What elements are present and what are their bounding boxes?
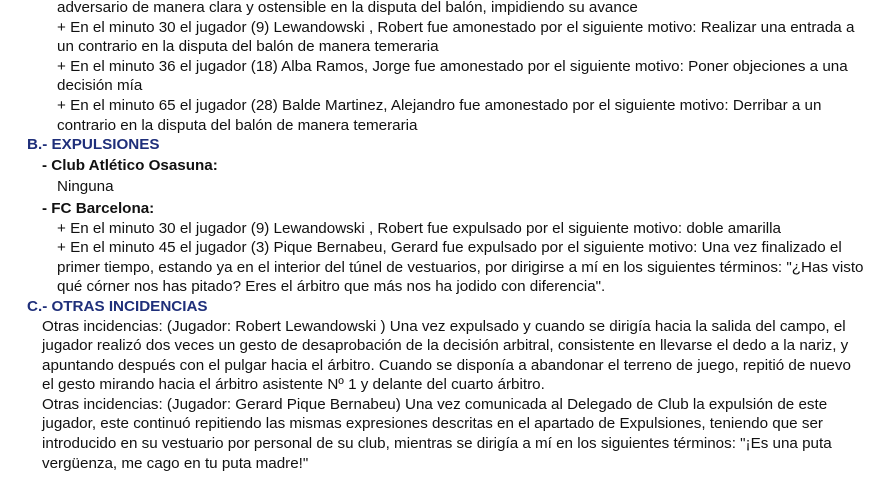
caution-item: + En el minuto 30 el jugador (9) Lewandowski , Robert fue amonestado por el siguiente motivo: Realizar una entrada a un contrario en la disputa del balón de manera temeraria — [57, 18, 855, 56]
caution-item-continuation: adversario de manera clara y ostensible en la disputa del balón, impidiendo su avance — [57, 0, 638, 16]
expulsion-item: + En el minuto 30 el jugador (9) Lewandowski , Robert fue expulsado por el siguiente motivo: doble amarilla — [57, 219, 781, 237]
club-heading-barcelona: - FC Barcelona: — [42, 199, 155, 217]
no-expulsions-text: Ninguna — [57, 178, 114, 196]
incident-paragraph: Otras incidencias: (Jugador: Gerard Pique Bernabeu) Una vez comunicada al Delegado de Club la expulsión de este jugador, este continuó repitiendo las mismas expresiones descritas en el apartado de Expulsiones, teniendo que ser introducido en su vestuario por personal de su club, mientras se dirigía a mí en los siguientes términos: "¡Es una puta vergüenza, me cago en tu puta madre!" — [42, 395, 832, 472]
caution-item: + En el minuto 65 el jugador (28) Balde Martinez, Alejandro fue amonestado por el siguiente motivo: Derribar a un contrario en la disputa del balón de manera temeraria — [57, 96, 822, 134]
section-heading-expulsiones: B.- EXPULSIONES — [27, 136, 160, 154]
caution-item: + En el minuto 36 el jugador (18) Alba Ramos, Jorge fue amonestado por el siguiente motivo: Poner objeciones a una decisión mía — [57, 57, 848, 95]
section-heading-otras-incidencias: C.- OTRAS INCIDENCIAS — [27, 297, 208, 315]
incident-paragraph: Otras incidencias: (Jugador: Robert Lewandowski ) Una vez expulsado y cuando se dirigía hacia la salida del campo, el jugador realizó dos veces un gesto de desaprobación de la decisión arbitral, consistente en llevarse el dedo a la nariz, y apuntando después con el pulgar hacia el árbitro. Cuando se disponía a abandonar el terreno de juego, repitió de nuevo el gesto mirando hacia el árbitro asistente Nº 1 y delante del cuarto árbitro. — [42, 317, 851, 394]
expulsion-item: + En el minuto 45 el jugador (3) Pique Bernabeu, Gerard fue expulsado por el siguiente motivo: Una vez finalizado el primer tiempo, estando ya en el interior del túnel de vestuarios, por dirigirse a mí en los siguientes términos: "¿Has visto qué córner nos has pitado? Eres el árbitro que más nos ha jodido con diferencia". — [57, 239, 864, 296]
club-heading-osasuna: - Club Atlético Osasuna: — [42, 156, 218, 174]
